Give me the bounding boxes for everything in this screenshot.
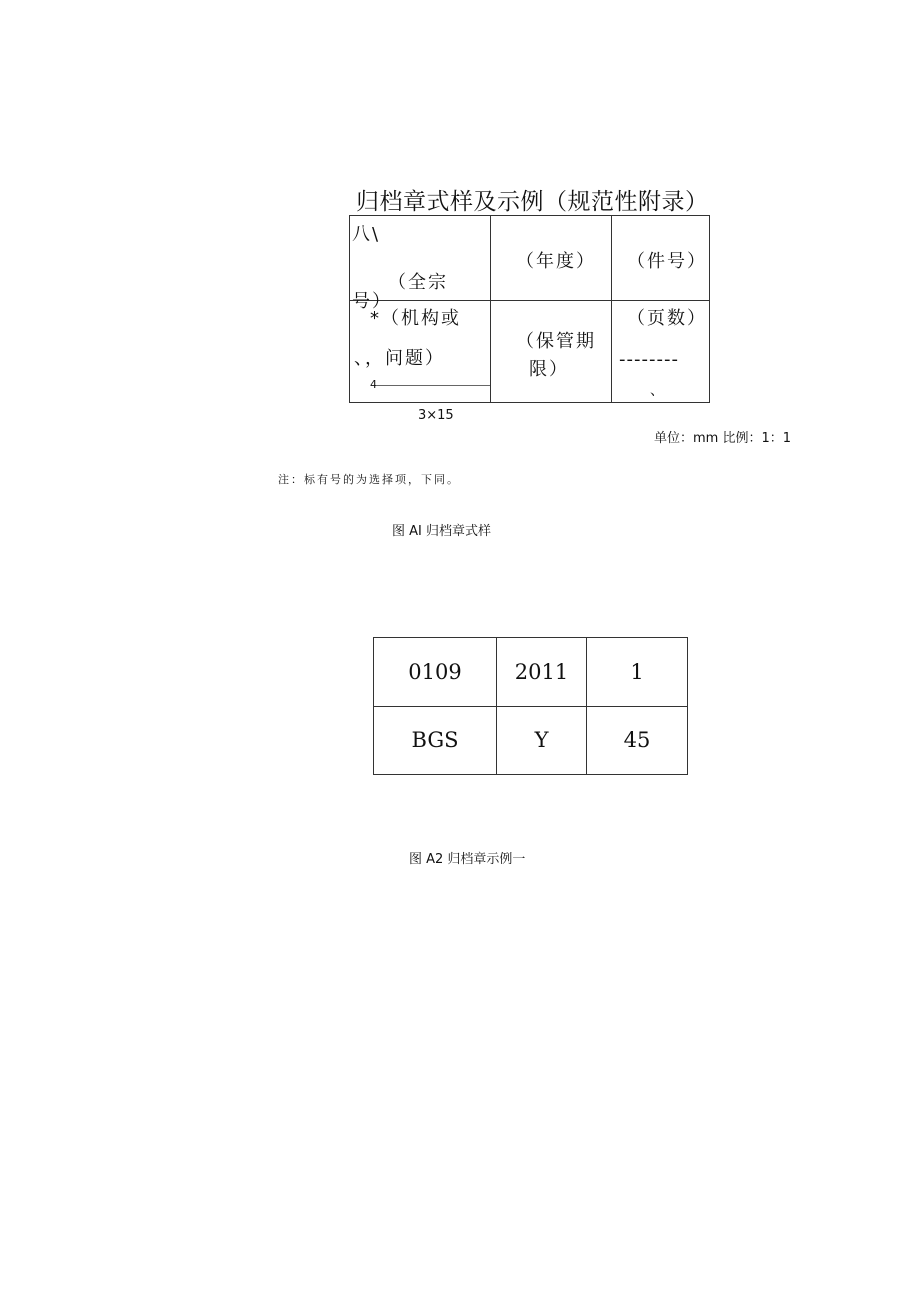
page-title: 归档章式样及示例（规范性附录） [356,189,709,215]
archive-stamp-template [349,215,710,403]
retention-label: （保管期 [516,331,596,352]
column-divider [611,216,612,402]
size-note: 3×15 [418,408,454,423]
table-row [374,706,688,775]
fonds-label-stub: 号） [352,291,392,312]
fonds-label: （全宗 [388,272,448,293]
pages-label: （页数） [627,308,707,329]
retention-label-continued: 限） [529,359,569,380]
column-divider [490,216,491,402]
table-row [374,638,688,707]
archive-stamp-example [373,637,688,775]
organization-label-continued: 、，问题） [354,348,445,369]
organization-cell: BGS [374,706,497,775]
organization-mark: 4 [370,378,377,391]
year-label: （年度） [516,251,596,272]
organization-label: *（机构或 [370,308,461,329]
pages-dashes: -------- [619,349,679,370]
pages-mark: 、 [650,383,666,399]
item-number-label: （件号） [627,251,707,272]
fonds-mark: 八\ [352,224,381,245]
organization-underline [376,385,490,386]
fonds-number-cell: 0109 [374,638,497,707]
figure-caption-a1: 图 AI 归档章式样 [392,524,491,539]
row-divider [350,300,709,301]
item-number-cell: 1 [587,638,688,707]
retention-cell: Y [497,706,587,775]
year-cell: 2011 [497,638,587,707]
pages-cell: 45 [587,706,688,775]
figure-caption-a2: 图 A2 归档章示例一 [409,852,526,867]
remark-note: 注：标有号的为选择项，下同。 [278,473,460,486]
unit-scale-note: 单位：mm 比例：1：1 [654,431,792,446]
